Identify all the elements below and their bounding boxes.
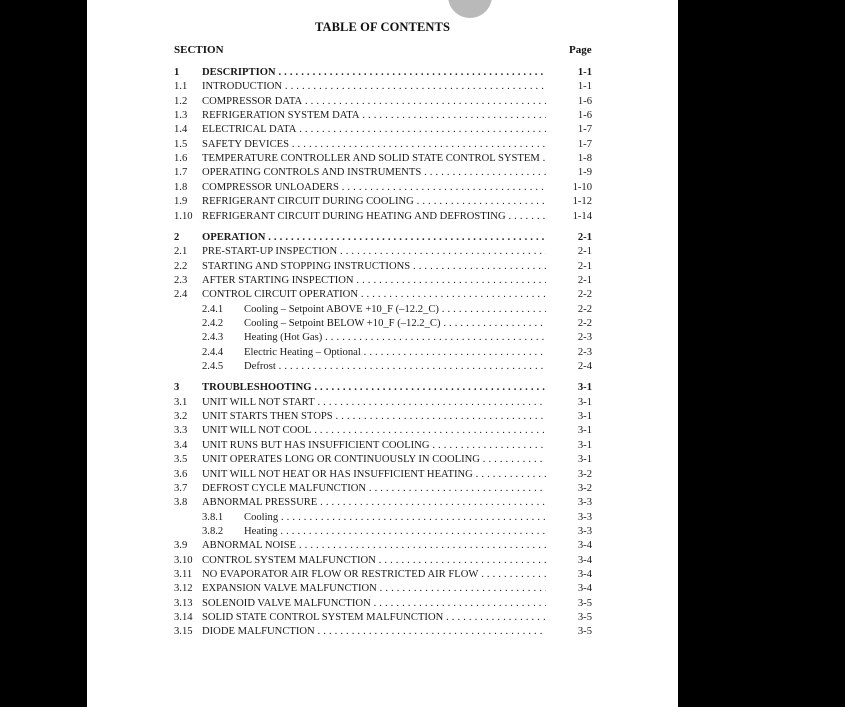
toc-entry (174, 245, 592, 259)
toc-entry-number: 1.3 (174, 110, 188, 121)
toc-entry-number: 2.4.2 (202, 318, 224, 329)
toc-entry-number: 3.12 (174, 583, 193, 595)
toc-entry-title: AFTER STARTING INSPECTION . . . (202, 274, 546, 288)
toc-entry-number: 2.4.1 (202, 303, 224, 315)
toc-entry-title: Cooling – Setpoint ABOVE +10_F (–12.2_C) . . . (244, 303, 546, 317)
toc-entry-page: 1-1 (577, 67, 592, 78)
toc-entry-number: 3.7 (174, 482, 188, 494)
toc-entry-page: 2-3 (577, 346, 592, 358)
toc-entry-number: 2.4.3 (202, 332, 224, 344)
toc-entry-title: INTRODUCTION . . . (202, 80, 546, 94)
toc-entry-number: 3.8 (174, 497, 188, 509)
toc-entry-number: 1.8 (174, 181, 188, 193)
toc-entry-number: 1 (174, 67, 180, 78)
toc-entry-page: 2-2 (577, 318, 592, 329)
toc-entry-page: 2-1 (577, 260, 592, 272)
toc-entry (174, 554, 592, 568)
toc-entry-page: 1-1 (577, 81, 592, 93)
toc-entry-page: 3-5 (577, 626, 592, 638)
toc-entry-number: 2.4 (174, 289, 188, 301)
toc-entry-title: EXPANSION VALVE MALFUNCTION . . . (202, 582, 546, 596)
toc-entry-title: Cooling . . . (244, 511, 546, 525)
toc-entry-number: 3.4 (174, 439, 188, 451)
toc-entry-number: 1.7 (174, 167, 188, 179)
toc-entry-page: 1-7 (577, 124, 592, 136)
toc-entry (174, 568, 592, 582)
toc-entry (174, 611, 592, 625)
toc-entry (174, 511, 592, 525)
toc-entry-page: 2-1 (577, 231, 592, 243)
toc-entry (174, 195, 592, 209)
toc-entry-page: 3-4 (577, 583, 592, 595)
toc-entry-number: 3.3 (174, 425, 188, 437)
toc-entry-number: 1.6 (174, 153, 188, 165)
toc-entry-page: 3-3 (577, 525, 592, 537)
toc-entry-title: COMPRESSOR DATA . . . (202, 95, 546, 109)
toc-entry-title: NO EVAPORATOR AIR FLOW OR RESTRICTED AIR FLOW . . . (202, 568, 546, 582)
toc-entry-title: STARTING AND STOPPING INSTRUCTIONS . . . (202, 260, 546, 274)
toc-entry-page: 1-9 (577, 167, 592, 179)
page-column-header: Page (569, 44, 592, 56)
toc-entry-number: 3.8.2 (202, 525, 224, 537)
toc-entry-page: 3-1 (577, 396, 592, 408)
toc-entry (174, 288, 592, 302)
toc-entry-page: 3-4 (577, 540, 592, 552)
toc-entry-number: 1.1 (174, 81, 188, 93)
toc-entry (174, 166, 592, 180)
toc-entry (174, 468, 592, 482)
toc-entry-title: Electric Heating – Optional . . . (244, 346, 546, 360)
toc-entry (174, 439, 592, 453)
toc-entry-title: REFRIGERATION SYSTEM DATA . . . (202, 109, 546, 123)
toc-entry-title: OPERATION . . . (202, 231, 546, 245)
toc-entry-title: REFRIGERANT CIRCUIT DURING COOLING . . . (202, 195, 546, 209)
toc-entry-number: 1.9 (174, 196, 188, 208)
toc-entry-page: 2-2 (577, 289, 592, 301)
toc-entry (174, 346, 592, 360)
toc-entry (174, 152, 592, 166)
toc-entry-page: 3-2 (577, 482, 592, 494)
toc-entry-number: 2.1 (174, 246, 188, 258)
toc-entry (174, 181, 592, 195)
toc-entry-title: Cooling – Setpoint BELOW +10_F (–12.2_C) . . . (244, 317, 546, 331)
toc-entry-page: 2-1 (577, 274, 592, 286)
toc-entry-page: 1-7 (577, 138, 592, 150)
toc-entry-page: 3-1 (577, 411, 592, 423)
toc-entry (174, 453, 592, 467)
toc-entry-title: UNIT WILL NOT START . . . (202, 396, 546, 410)
toc-entry (174, 331, 592, 345)
toc-entry (174, 396, 592, 410)
toc-entry-page: 3-5 (577, 612, 592, 623)
toc-entry-title: REFRIGERANT CIRCUIT DURING HEATING AND DEFROSTING . . . (202, 210, 546, 224)
toc-entry-title: ELECTRICAL DATA . . . (202, 123, 546, 137)
toc-entry-number: 3.2 (174, 411, 188, 423)
toc-entry-page: 2-3 (577, 332, 592, 344)
toc-entry-number: 3.5 (174, 454, 188, 466)
toc-entry-page: 3-1 (577, 382, 592, 394)
toc-entry-title: CONTROL CIRCUIT OPERATION . . . (202, 288, 546, 302)
toc-entry-number: 1.2 (174, 95, 188, 107)
toc-entry-number: 2.4.5 (202, 361, 224, 372)
toc-entry-number: 2 (174, 231, 180, 243)
toc-entry-number: 3.8.1 (202, 511, 224, 523)
toc-entry-number: 3.13 (174, 597, 193, 609)
section-column-header: SECTION (174, 44, 224, 56)
toc-entry-page: 1-10 (572, 181, 592, 193)
toc-entry (174, 360, 592, 374)
toc-entry (174, 582, 592, 596)
toc-entry-number: 3.9 (174, 540, 188, 552)
toc-entry-title: SOLID STATE CONTROL SYSTEM MALFUNCTION . . . (202, 611, 546, 625)
toc-entry (174, 95, 592, 109)
toc-entry-page: 3-2 (577, 468, 592, 480)
toc-entry-title: SOLENOID VALVE MALFUNCTION . . . (202, 597, 546, 611)
toc-entry (174, 317, 592, 331)
toc-entry-page: 2-2 (577, 303, 592, 315)
toc-entry (174, 66, 592, 80)
toc-entry-page: 1-14 (572, 210, 592, 222)
toc-entry-title: UNIT WILL NOT COOL . . . (202, 424, 546, 438)
toc-entry-page: 3-5 (577, 597, 592, 609)
toc-entry (174, 597, 592, 611)
toc-entry-page: 3-4 (577, 554, 592, 566)
toc-entry-number: 3.11 (174, 568, 193, 580)
toc-entry-title: DESCRIPTION . . . (202, 66, 546, 80)
toc-list (87, 0, 678, 707)
toc-entry-page: 1-12 (572, 196, 592, 208)
toc-entry-title: UNIT OPERATES LONG OR CONTINUOUSLY IN COOLING . . . (202, 453, 546, 467)
toc-entry (174, 381, 592, 395)
toc-entry-page: 3-3 (577, 497, 592, 509)
toc-entry-number: 1.4 (174, 124, 188, 136)
toc-entry-title: UNIT STARTS THEN STOPS . . . (202, 410, 546, 424)
toc-entry (174, 303, 592, 317)
toc-entry (174, 80, 592, 94)
toc-entry-number: 1.10 (174, 210, 193, 222)
document-page (87, 0, 678, 707)
toc-entry-title: UNIT RUNS BUT HAS INSUFFICIENT COOLING . . . (202, 439, 546, 453)
toc-entry-title: COMPRESSOR UNLOADERS . . . (202, 181, 546, 195)
toc-entry-title: PRE-START-UP INSPECTION . . . (202, 245, 546, 259)
toc-entry (174, 496, 592, 510)
toc-entry-page: 1-6 (577, 95, 592, 107)
toc-entry (174, 260, 592, 274)
toc-entry-number: 3.6 (174, 468, 188, 480)
toc-entry-number: 3 (174, 382, 180, 394)
toc-entry-page: 1-8 (577, 153, 592, 165)
toc-entry-title: DIODE MALFUNCTION . . . (202, 625, 546, 639)
toc-entry-page: 3-1 (577, 439, 592, 451)
toc-entry-page: 2-1 (577, 246, 592, 258)
toc-entry (174, 539, 592, 553)
toc-entry-title: Defrost . . . (244, 360, 546, 374)
toc-entry-title: ABNORMAL PRESSURE . . . (202, 496, 546, 510)
toc-entry-number: 2.4.4 (202, 346, 224, 358)
toc-entry (174, 410, 592, 424)
toc-entry-title: CONTROL SYSTEM MALFUNCTION . . . (202, 554, 546, 568)
toc-entry-title: SAFETY DEVICES . . . (202, 138, 546, 152)
toc-entry-number: 3.1 (174, 396, 188, 408)
toc-entry-title: TROUBLESHOOTING . . . (202, 381, 546, 395)
toc-entry-title: OPERATING CONTROLS AND INSTRUMENTS . . . (202, 166, 546, 180)
toc-entry-page: 2-4 (577, 361, 592, 372)
toc-entry-title: Heating (Hot Gas) . . . (244, 331, 546, 345)
toc-entry (174, 231, 592, 245)
toc-entry-number: 1.5 (174, 138, 188, 150)
toc-entry (174, 424, 592, 438)
toc-entry-title: DEFROST CYCLE MALFUNCTION . . . (202, 482, 546, 496)
toc-entry-page: 1-6 (577, 110, 592, 121)
page-title: TABLE OF CONTENTS (314, 20, 451, 34)
toc-entry (174, 123, 592, 137)
toc-entry (174, 109, 592, 123)
toc-entry-page: 3-3 (577, 511, 592, 523)
toc-entry (174, 274, 592, 288)
toc-entry-title: UNIT WILL NOT HEAT OR HAS INSUFFICIENT HEATING . . . (202, 468, 546, 482)
toc-entry-number: 3.10 (174, 554, 193, 566)
toc-entry (174, 482, 592, 496)
toc-entry-title: TEMPERATURE CONTROLLER AND SOLID STATE CONTROL SYSTEM . . . (202, 152, 546, 166)
toc-entry-title: Heating . . . (244, 525, 546, 539)
toc-entry (174, 138, 592, 152)
toc-entry-number: 3.14 (174, 612, 193, 623)
toc-entry-page: 3-4 (577, 568, 592, 580)
toc-entry-page: 3-1 (577, 425, 592, 437)
toc-entry (174, 525, 592, 539)
toc-entry-title: ABNORMAL NOISE . . . (202, 539, 546, 553)
toc-entry-number: 2.3 (174, 274, 188, 286)
toc-entry-page: 3-1 (577, 454, 592, 466)
toc-entry-number: 3.15 (174, 626, 193, 638)
toc-entry-number: 2.2 (174, 260, 188, 272)
toc-entry (174, 210, 592, 224)
toc-entry (174, 625, 592, 639)
